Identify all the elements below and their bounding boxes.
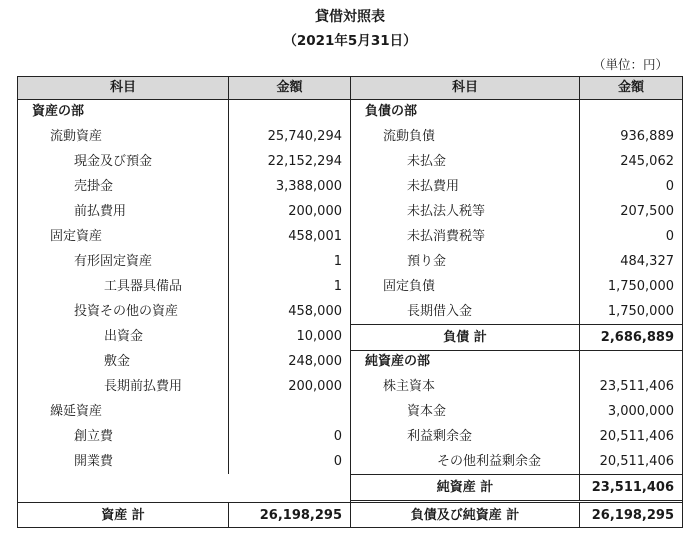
header-item: 科目 — [109, 80, 136, 95]
account-amount — [579, 349, 682, 374]
account-amount: 0 — [579, 224, 682, 249]
account-label: 創立費 — [74, 429, 114, 444]
table-row — [18, 274, 350, 299]
account-label: 資産の部 — [32, 104, 85, 119]
account-amount: 25,740,294 — [228, 124, 350, 149]
account-amount: 458,001 — [228, 224, 350, 249]
account-amount: 1,750,000 — [579, 274, 682, 299]
account-amount: 207,500 — [579, 199, 682, 224]
table-row — [18, 449, 350, 474]
account-label: 株主資本 — [383, 379, 436, 394]
table-row — [18, 349, 350, 374]
account-label: 現金及び預金 — [74, 154, 153, 169]
account-label: 流動資産 — [50, 129, 103, 144]
account-amount: 23,511,406 — [579, 374, 682, 399]
table-row — [351, 374, 682, 399]
account-amount: 10,000 — [228, 324, 350, 349]
table-row — [351, 224, 682, 249]
header-row — [18, 77, 350, 100]
account-label: 利益剰余金 — [407, 429, 473, 444]
account-label: 純資産 計 — [436, 480, 494, 495]
account-amount: 458,000 — [228, 299, 350, 324]
liabilities-equity-total-amount: 26,198,295 — [579, 503, 682, 528]
unit-label: （単位：円） — [592, 57, 668, 72]
table-row — [351, 149, 682, 174]
table-row — [351, 249, 682, 274]
table-row — [18, 174, 350, 199]
liabilities-equity-total-label: 負債及び純資産 計 — [410, 508, 520, 523]
table-row — [351, 174, 682, 199]
table-row — [351, 299, 682, 324]
account-amount: 936,889 — [579, 124, 682, 149]
account-label: 固定資産 — [50, 229, 103, 244]
liabilities-equity-total-row — [351, 502, 682, 528]
account-amount: 20,511,406 — [579, 449, 682, 474]
table-row — [351, 449, 682, 474]
header-item: 科目 — [451, 80, 478, 95]
subtotal-row — [351, 324, 682, 351]
account-amount — [228, 99, 350, 124]
account-label: 流動負債 — [383, 129, 436, 144]
account-amount: 3,000,000 — [579, 399, 682, 424]
balance-sheet-table — [17, 76, 683, 528]
account-label: 長期前払費用 — [104, 379, 183, 394]
account-label: 長期借入金 — [407, 304, 473, 319]
table-row — [18, 124, 350, 149]
account-label: 工具器具備品 — [104, 279, 183, 294]
account-label: その他利益剰余金 — [437, 454, 542, 469]
account-amount: 0 — [579, 174, 682, 199]
assets-total-amount: 26,198,295 — [228, 503, 350, 528]
account-label: 未払法人税等 — [407, 204, 486, 219]
table-row — [351, 199, 682, 224]
account-amount: 0 — [228, 424, 350, 449]
account-amount: 1 — [228, 274, 350, 299]
account-amount: 3,388,000 — [228, 174, 350, 199]
account-amount: 1,750,000 — [579, 299, 682, 324]
header-row — [351, 77, 682, 100]
account-label: 預り金 — [407, 254, 447, 269]
subtotal-row — [351, 474, 682, 501]
header-amount: 金額 — [228, 77, 350, 99]
account-amount: 1 — [228, 249, 350, 274]
table-row — [18, 424, 350, 449]
table-row — [351, 349, 682, 374]
account-label: 資本金 — [407, 404, 447, 419]
account-amount: 0 — [228, 449, 350, 474]
account-label: 繰延資産 — [50, 404, 103, 419]
table-row — [351, 274, 682, 299]
account-amount: 484,327 — [579, 249, 682, 274]
account-label: 敷金 — [104, 354, 131, 369]
table-row — [351, 424, 682, 449]
document-date: （2021年5月31日） — [283, 33, 417, 49]
account-label: 固定負債 — [383, 279, 436, 294]
account-amount: 23,511,406 — [579, 475, 682, 500]
account-label: 純資産の部 — [365, 354, 431, 369]
account-label: 出資金 — [104, 329, 144, 344]
table-row — [351, 399, 682, 424]
table-row — [18, 149, 350, 174]
table-row — [18, 199, 350, 224]
account-label: 未払費用 — [407, 179, 460, 194]
account-label: 有形固定資産 — [74, 254, 153, 269]
table-row — [18, 99, 350, 124]
table-row — [18, 324, 350, 349]
header-amount: 金額 — [579, 77, 682, 99]
account-label: 売掛金 — [74, 179, 114, 194]
table-row — [18, 374, 350, 399]
account-amount: 245,062 — [579, 149, 682, 174]
assets-total-label: 資産 計 — [101, 508, 145, 523]
account-label: 前払費用 — [74, 204, 127, 219]
assets-total-row — [18, 502, 350, 528]
table-row — [351, 124, 682, 149]
account-amount: 2,686,889 — [579, 325, 682, 350]
account-amount: 200,000 — [228, 199, 350, 224]
account-amount: 248,000 — [228, 349, 350, 374]
account-amount: 22,152,294 — [228, 149, 350, 174]
account-label: 開業費 — [74, 454, 114, 469]
account-label: 投資その他の資産 — [74, 304, 179, 319]
table-row — [18, 224, 350, 249]
account-amount — [579, 99, 682, 124]
account-label: 負債 計 — [443, 330, 487, 345]
table-row — [18, 299, 350, 324]
table-row — [351, 99, 682, 124]
account-label: 負債の部 — [365, 104, 418, 119]
document-title: 貸借対照表 — [315, 9, 385, 25]
account-amount: 200,000 — [228, 374, 350, 399]
table-row — [18, 399, 350, 424]
account-amount — [228, 399, 350, 424]
account-amount: 20,511,406 — [579, 424, 682, 449]
account-label: 未払金 — [407, 154, 447, 169]
account-label: 未払消費税等 — [407, 229, 486, 244]
table-row — [18, 249, 350, 274]
